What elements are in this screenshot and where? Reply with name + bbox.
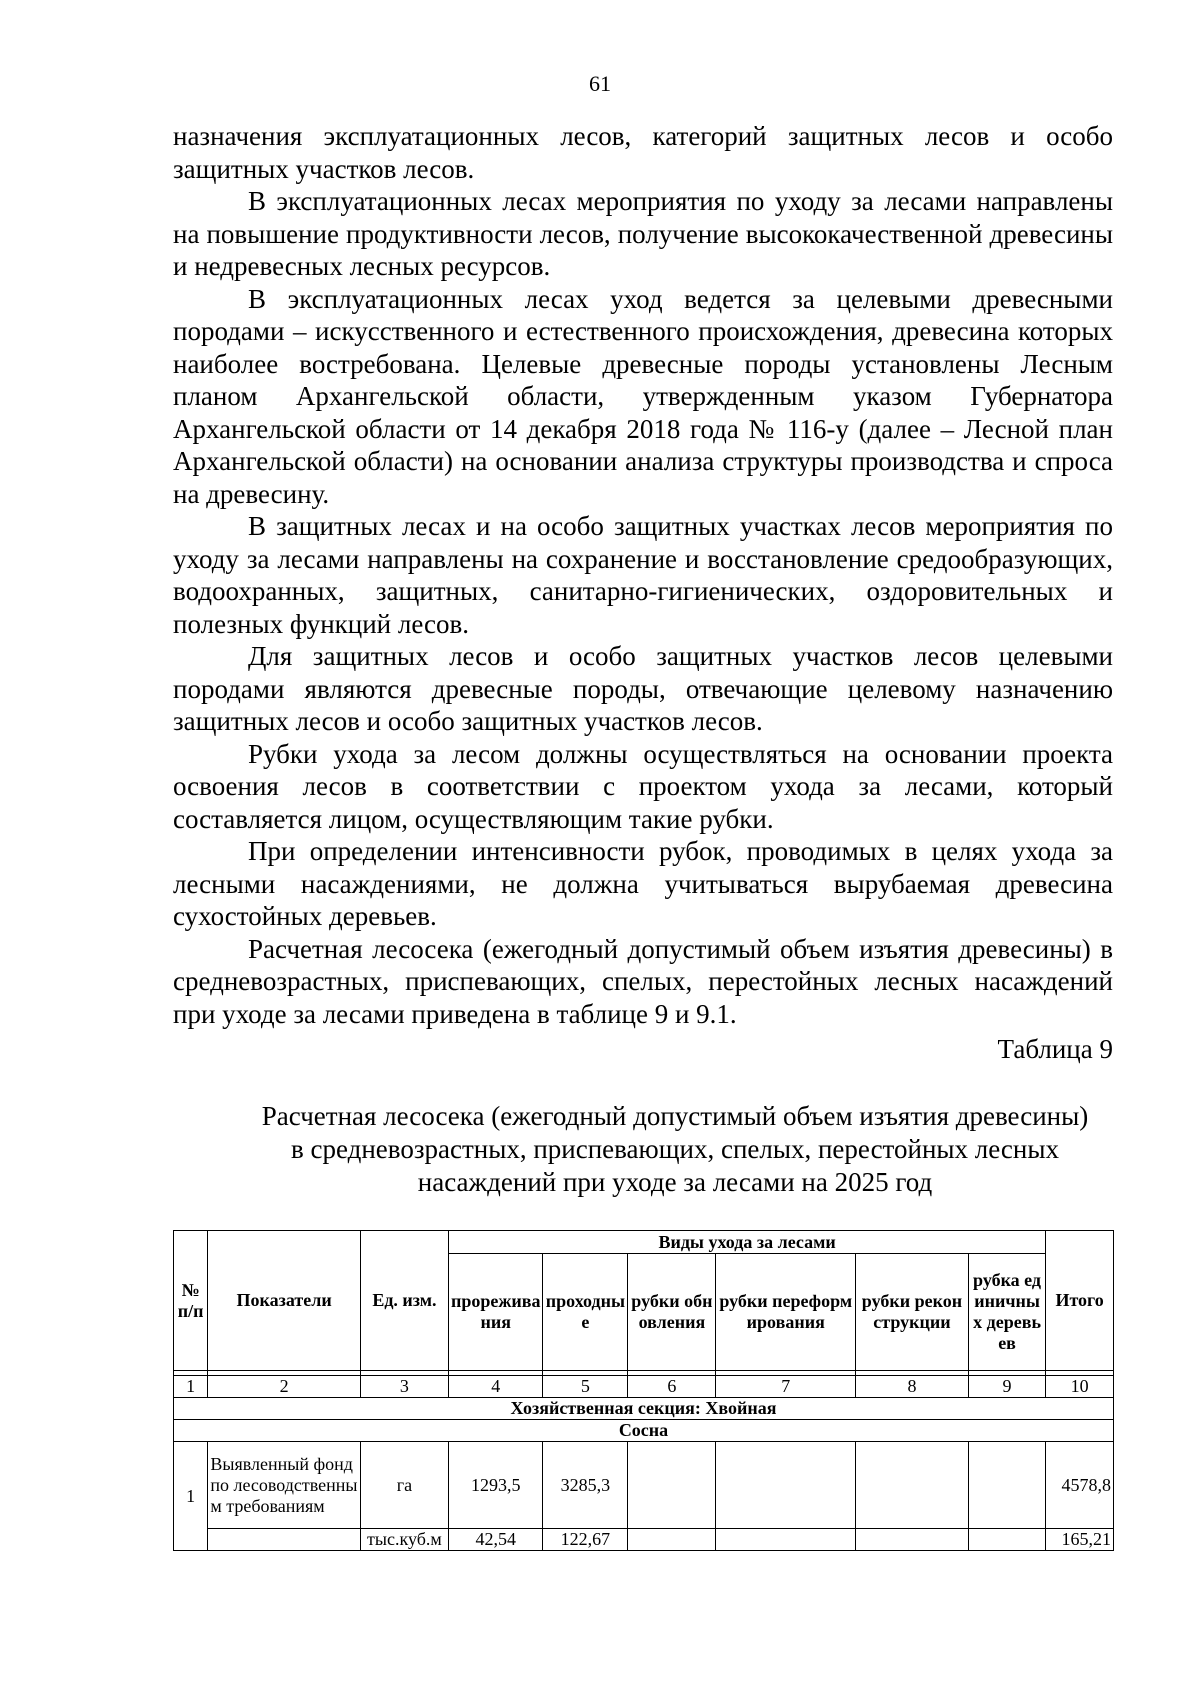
table-row [174, 1529, 1114, 1551]
row-value [716, 1529, 856, 1551]
table-title [230, 1100, 1120, 1199]
row-value [856, 1442, 969, 1529]
column-number: 7 [716, 1376, 856, 1398]
row-value: 42,54 [448, 1529, 543, 1551]
header-type: прореживания [448, 1254, 543, 1371]
header-type: проходные [543, 1254, 628, 1371]
row-value [628, 1529, 716, 1551]
header-type: рубки реконструкции [856, 1254, 969, 1371]
row-indicator: Выявленный фонд по лесоводственным требованиям [208, 1442, 361, 1529]
column-number: 4 [448, 1376, 543, 1398]
header-type: рубки обновления [628, 1254, 716, 1371]
column-number: 8 [856, 1376, 969, 1398]
header-num: № п/п [174, 1231, 208, 1371]
column-number: 3 [360, 1376, 448, 1398]
paragraph: Рубки ухода за лесом должны осуществляться на основании проекта освоения лесов в соответствии с проектом ухода за лесами, который составляется лицом, осуществляющим такие рубки. [173, 738, 1113, 834]
column-number: 6 [628, 1376, 716, 1398]
body-text [173, 120, 1113, 1030]
row-value: 1293,5 [448, 1442, 543, 1529]
row-value [716, 1442, 856, 1529]
section-label: Хозяйственная секция: Хвойная [174, 1398, 1114, 1420]
table-title-line: в средневозрастных, приспевающих, спелых, перестойных лесных [290, 1134, 1059, 1164]
table-title-line: Расчетная лесосека (ежегодный допустимый объем изъятия древесины) [261, 1101, 1089, 1131]
table-title-line: насаждений при уходе за лесами на 2025 год [417, 1167, 933, 1197]
row-value [628, 1442, 716, 1529]
column-number: 9 [968, 1376, 1045, 1398]
row-value: 122,67 [543, 1529, 628, 1551]
header-group: Виды ухода за лесами [448, 1231, 1045, 1254]
column-number: 10 [1046, 1376, 1114, 1398]
row-value [968, 1442, 1045, 1529]
species-row [174, 1420, 1114, 1442]
page-number: 61 [589, 71, 611, 96]
column-number: 5 [543, 1376, 628, 1398]
table-row [174, 1442, 1114, 1529]
paragraph: В эксплуатационных лесах мероприятия по уходу за лесами направлены на повышение продуктивности лесов, получение высококачественной древесины и недревесных лесных ресурсов. [173, 186, 1113, 281]
paragraph: При определении интенсивности рубок, проводимых в целях ухода за лесными насаждениями, не должна учитываться вырубаемая древесина сухостойных деревьев. [173, 836, 1113, 931]
header-type: рубка единичных деревьев [968, 1254, 1045, 1371]
header-total: Итого [1046, 1231, 1114, 1371]
section-row [174, 1398, 1114, 1420]
header-row [174, 1231, 1114, 1254]
row-unit: га [360, 1442, 448, 1529]
paragraph: В эксплуатационных лесах уход ведется за целевыми древесными породами – искусственного и естественного происхождения, древесина которых наиболее востребована. Целевые древесные породы установлены Лесным планом Архангельской области, утвержденным указом Губернатора Архангельской области от 14 декабря 2018 года № 116-у (далее – Лесной план Архангельской области) на основании анализа структуры производства и спроса на древесину. [173, 283, 1113, 509]
column-number-row [174, 1376, 1114, 1398]
row-unit: тыс.куб.м [360, 1529, 448, 1551]
column-number: 1 [174, 1376, 208, 1398]
paragraph: В защитных лесах и на особо защитных участках лесов мероприятия по уходу за лесами направлены на сохранение и восстановление средообразующих, водоохранных, защитных, санитарно-гигиенических, оздоровительных и полезных функций лесов. [173, 511, 1113, 639]
paragraph: Для защитных лесов и особо защитных участков лесов целевыми породами являются древесные породы, отвечающие целевому назначению защитных лесов и особо защитных участков лесов. [173, 641, 1113, 736]
header-indicator: Показатели [208, 1231, 361, 1371]
table-label: Таблица 9 [997, 1034, 1113, 1064]
row-value [968, 1529, 1045, 1551]
header-unit: Ед. изм. [360, 1231, 448, 1371]
row-value [856, 1529, 969, 1551]
row-indicator [208, 1529, 361, 1551]
row-total: 165,21 [1046, 1529, 1114, 1551]
row-num: 1 [174, 1442, 208, 1551]
paragraph: Расчетная лесосека (ежегодный допустимый объем изъятия древесины) в средневозрастных, приспевающих, спелых, перестойных лесных насаждений при уходе за лесами приведена в таблице 9 и 9.1. [173, 933, 1113, 1029]
row-value: 3285,3 [543, 1442, 628, 1529]
header-type: рубки переформирования [716, 1254, 856, 1371]
column-number: 2 [208, 1376, 361, 1398]
row-total: 4578,8 [1046, 1442, 1114, 1529]
lesoseka-table [173, 1230, 1114, 1551]
paragraph: назначения эксплуатационных лесов, категорий защитных лесов и особо защитных участков лесов. [173, 121, 1113, 184]
species-label: Сосна [174, 1420, 1114, 1442]
